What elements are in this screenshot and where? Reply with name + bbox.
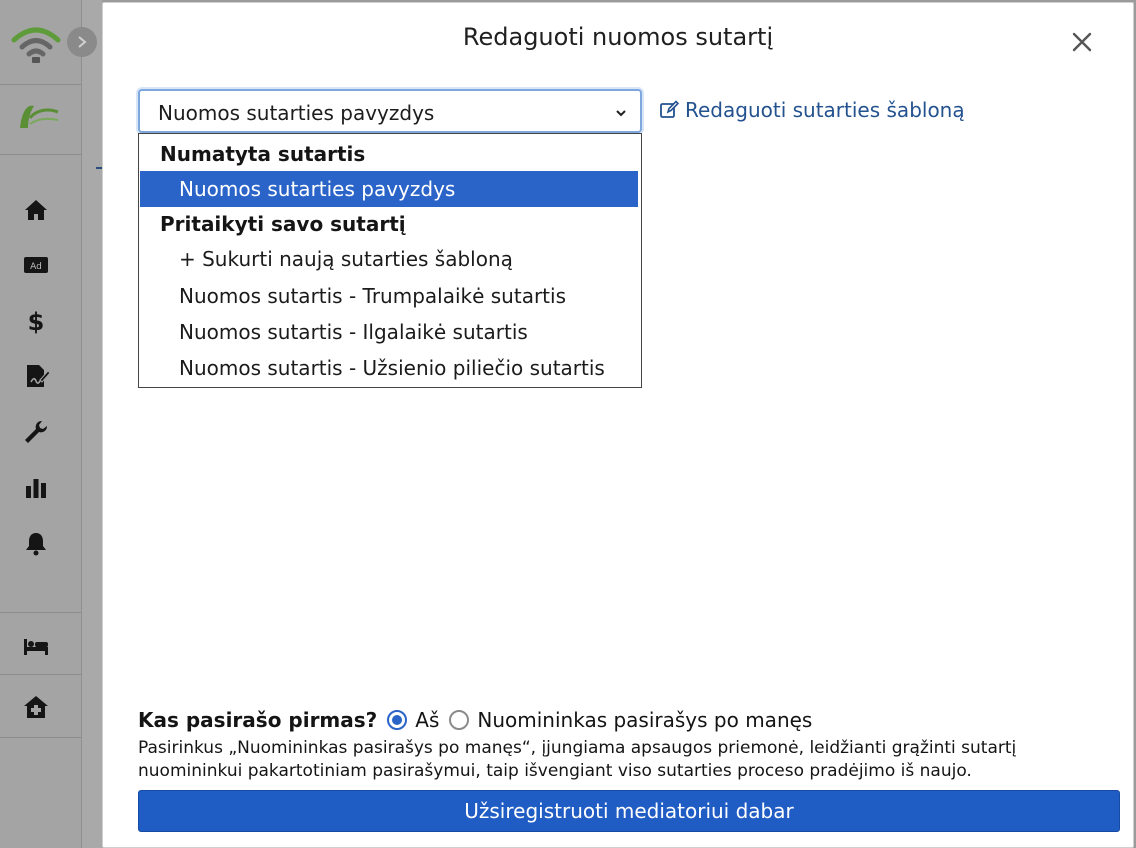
background-page — [82, 0, 102, 848]
signing-order-row — [138, 708, 822, 732]
radio-me[interactable] — [387, 710, 407, 730]
house-add-icon[interactable] — [20, 691, 52, 723]
radio-tenant-after-label[interactable]: Nuomininkas pasirašys po manęs — [477, 708, 813, 732]
dropdown-option-create-template[interactable]: + Sukurti naują sutarties šabloną — [179, 247, 513, 271]
svg-text:$: $ — [27, 308, 45, 335]
edit-template-link[interactable] — [659, 98, 965, 122]
dropdown-option-sample-contract[interactable]: Nuomos sutarties pavyzdys — [140, 171, 638, 207]
dropdown-group-custom: Pritaikyti savo sutartį — [160, 212, 406, 236]
radio-tenant-after[interactable] — [449, 710, 469, 730]
wifi-home-logo — [10, 18, 62, 66]
edit-contract-modal — [102, 2, 1134, 848]
svg-text:Ad: Ad — [30, 262, 42, 272]
register-mediator-button[interactable]: Užsiregistruoti mediatoriui dabar — [138, 790, 1120, 832]
app-sidebar — [0, 0, 82, 848]
bed-icon[interactable] — [20, 629, 52, 661]
chevron-down-icon — [614, 106, 628, 120]
signing-note: Pasirinkus „Nuomininkas pasirašys po manęs“, įjungiama apsaugos priemonė, leidžianti grąžinti sutartį nuomininkui pakartotiniam pasirašymui, taip išvengiant viso sutarties proceso pradėjimo iš naujo. — [138, 738, 1017, 781]
dollar-icon[interactable] — [20, 305, 52, 337]
chevron-right-icon — [75, 35, 89, 49]
close-button[interactable] — [1069, 29, 1095, 55]
contract-sign-icon[interactable] — [20, 360, 52, 392]
contract-template-select[interactable] — [138, 89, 642, 133]
bell-icon[interactable] — [20, 527, 52, 559]
signing-question: Kas pasirašo pirmas? — [138, 708, 378, 732]
home-icon[interactable] — [20, 194, 52, 226]
wrench-icon[interactable] — [20, 416, 52, 448]
edit-template-label: Redaguoti sutarties šabloną — [685, 98, 965, 122]
dropdown-option-long-term[interactable]: Nuomos sutartis - Ilgalaikė sutartis — [179, 320, 528, 344]
brand-logo — [14, 96, 64, 136]
dropdown-group-default: Numatyta sutartis — [160, 142, 366, 166]
radio-me-label[interactable]: Aš — [415, 708, 440, 732]
dropdown-option-short-term[interactable]: Nuomos sutartis - Trumpalaikė sutartis — [179, 284, 566, 308]
sidebar-collapse-button[interactable] — [67, 27, 97, 57]
select-value: Nuomos sutarties pavyzdys — [158, 101, 435, 125]
contract-template-dropdown — [138, 133, 642, 388]
ad-icon[interactable] — [20, 249, 52, 281]
dropdown-option-foreigner[interactable]: Nuomos sutartis - Užsienio piliečio sutartis — [179, 356, 605, 380]
edit-icon — [659, 100, 679, 120]
bar-chart-icon[interactable] — [20, 472, 52, 504]
modal-title: Redaguoti nuomos sutartį — [462, 23, 774, 51]
close-icon — [1069, 29, 1095, 55]
